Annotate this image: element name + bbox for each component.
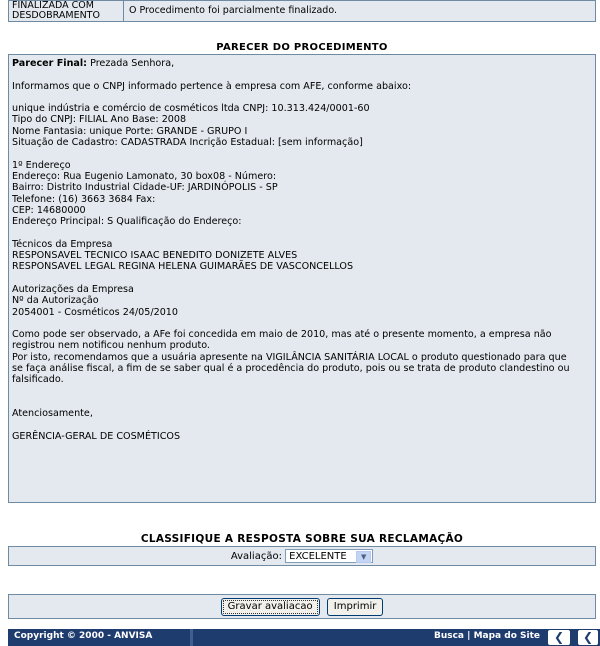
parecer-intro-text: Prezada Senhora, [87,58,175,69]
parecer-intro-bold: Parecer Final: [12,58,88,69]
actions-row [8,594,596,619]
rating-selected-value: EXCELENTE [289,551,347,562]
status-label: FINALIZADA COM DESDOBRAMENTO [9,1,124,21]
back-arrow-icon[interactable]: ❮ [548,630,570,645]
parecer-technicians: Técnicos da Empresa RESPONSAVEL TECNICO ISAAC BENEDITO DONIZETE ALVES RESPONSAVEL LEGAL REGINA HELENA GUIMARÃES DE VASCONCELLOS [12,238,354,273]
status-table [8,0,596,22]
parecer-recommendation: Como pode ser observado, a AFe foi concedida em maio de 2010, mas até o presente momento, a empresa não registrou nem notificou nenhum produto. Por isto, recomendamos que a usuária apresente na VIGILÂNCIA SANITÁRIA LOCAL o produto questionado para que se faça análise fiscal, a fim de se saber qual é a procedência do produto, pois ou se trata de produto clandestino ou falsificado. [12,329,570,386]
parecer-title: PARECER DO PROCEDIMENTO [216,42,388,53]
parecer-signature: GERÊNCIA-GERAL DE COSMÉTICOS [12,430,181,442]
footer-divider [190,629,193,646]
footer-links: Busca | Mapa do Site [433,631,540,641]
copyright-text: Copyright © 2000 - ANVISA [14,631,153,641]
status-value: O Procedimento foi parcialmente finalizado. [129,5,337,16]
search-link[interactable]: Busca [433,631,465,641]
save-rating-button[interactable]: Gravar avaliacao [221,598,320,616]
rating-label: Avaliação: [230,551,282,562]
chevron-down-icon[interactable]: ▼ [356,551,371,563]
classify-row [8,546,596,566]
parecer-closing: Atenciosamente, [12,408,93,420]
parecer-address: 1º Endereço Endereço: Rua Eugenio Lamonato, 30 box08 - Número: Bairro: Distrito Industrial Cidade-UF: JARDINÓPOLIS - SP Telefone: (16) 3663 3684 Fax: CEP: 14680000 Endereço Principal: S Qualificação do Endereço: [12,159,278,228]
parecer-intro [12,58,592,69]
parecer-paragraph: Informamos que o CNPJ informado pertence à empresa com AFE, conforme abaixo: [12,80,412,92]
forward-arrow-icon[interactable]: ❮ [578,630,598,645]
parecer-body [8,54,596,503]
print-button[interactable]: Imprimir [327,598,384,616]
rating-select[interactable] [285,549,373,563]
sitemap-link[interactable]: Mapa do Site [473,631,540,641]
classify-title: CLASSIFIQUE A RESPOSTA SOBRE SUA RECLAMAÇÃO [140,533,464,545]
footer [8,629,600,646]
parecer-authorizations: Autorizações da Empresa Nº da Autorização 2054001 - Cosméticos 24/05/2010 [12,283,179,318]
parecer-company-info: unique indústria e comércio de cosméticos ltda CNPJ: 10.313.424/0001-60 Tipo do CNPJ: FILIAL Ano Base: 2008 Nome Fantasia: unique Porte: GRANDE - GRUPO I Situação de Cadastro: CADASTRADA Incrição Estadual: [sem informação] [12,103,370,149]
